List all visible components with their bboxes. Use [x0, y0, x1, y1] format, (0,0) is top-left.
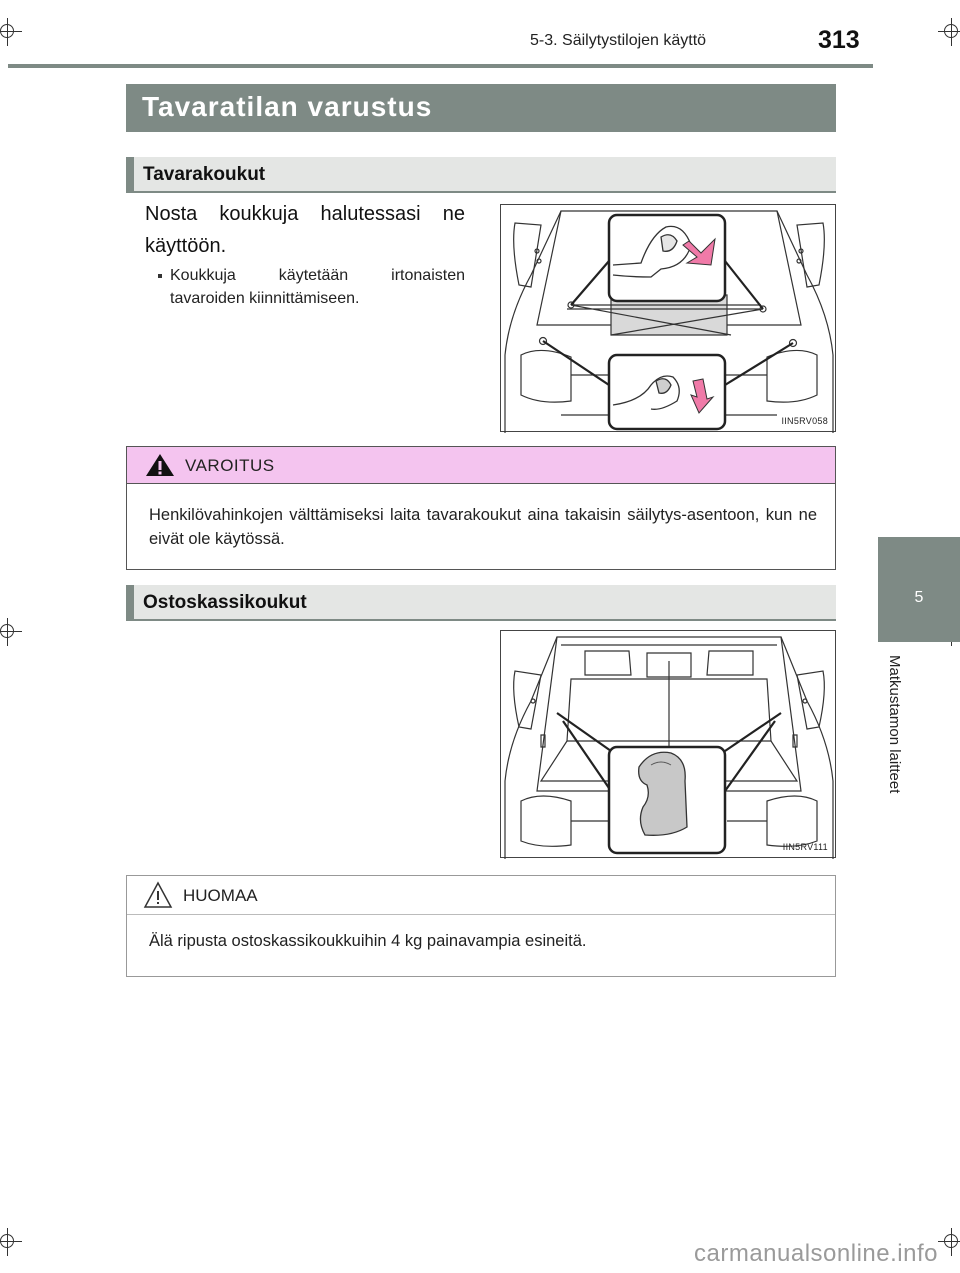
- rear-cargo-drawing: [501, 631, 837, 859]
- registration-mark: [938, 18, 960, 46]
- section-heading-text: Tavarakoukut: [143, 164, 266, 185]
- header-rule: [8, 64, 873, 68]
- chapter-number: 5: [914, 589, 924, 606]
- notice-label: HUOMAA: [183, 886, 258, 905]
- warning-label: VAROITUS: [185, 456, 275, 475]
- instruction-text: Nosta koukkuja halutessasi ne käyttöön.: [145, 203, 465, 257]
- shopping-hooks-illustration: [500, 630, 836, 858]
- registration-mark: [938, 1228, 960, 1256]
- chapter-tab: [878, 537, 960, 642]
- registration-mark: [0, 1228, 22, 1256]
- section-heading-cargo-hooks: [126, 157, 836, 193]
- registration-mark: [0, 618, 22, 646]
- chapter-title-vertical: [886, 655, 912, 835]
- registration-mark: [0, 18, 22, 46]
- watermark: carmanualsonline.info: [694, 1240, 938, 1267]
- warning-box: [126, 446, 836, 570]
- page-number: 313: [818, 26, 860, 54]
- notice-header: [127, 876, 835, 915]
- notice-text: Älä ripusta ostoskassikoukkuihin 4 kg painavampia esineitä.: [149, 932, 587, 950]
- warning-text: Henkilövahinkojen välttämiseksi laita tavarakoukut aina takaisin säilytys-asentoon, kun ne eivät ole käytössä.: [149, 506, 817, 548]
- figure-code: IIN5RV111: [782, 842, 828, 852]
- warning-triangle-icon: [145, 453, 175, 477]
- section-heading-text: Ostoskassikoukut: [143, 592, 307, 613]
- cargo-hooks-illustration: [500, 204, 836, 432]
- chapter-title: Matkustamon laitteet: [886, 655, 903, 794]
- warning-header: [127, 447, 835, 484]
- page-title-bar: [126, 84, 836, 132]
- notice-box: [126, 875, 836, 977]
- section-label: 5-3. Säilytystilojen käyttö: [530, 32, 707, 49]
- caution-triangle-icon: [143, 881, 173, 909]
- bullet-note: Koukkuja käytetään irtonaisten tavaroiden kiinnittämiseen.: [170, 264, 465, 310]
- cargo-area-drawing: [501, 205, 837, 433]
- figure-code: IIN5RV058: [781, 416, 828, 426]
- page-title: Tavaratilan varustus: [142, 91, 433, 122]
- section-heading-shopping-hooks: [126, 585, 836, 621]
